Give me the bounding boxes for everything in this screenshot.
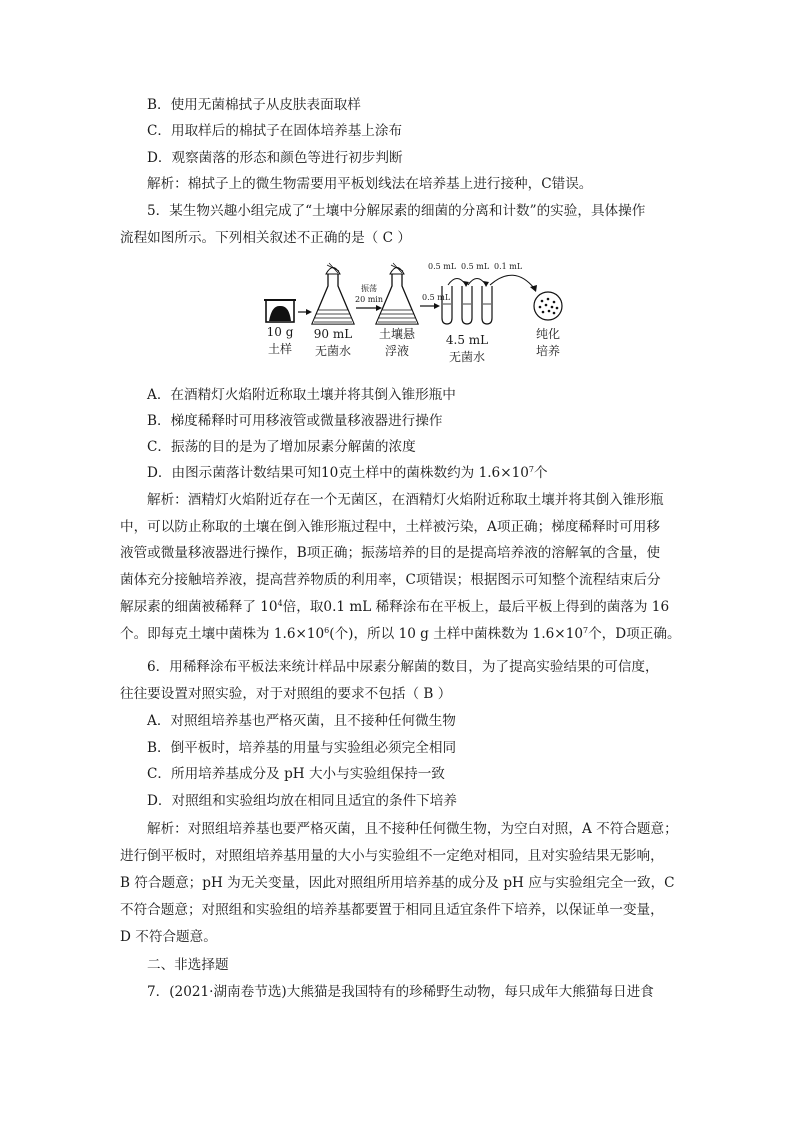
transfer-label-4: 0.1 mL bbox=[494, 262, 523, 271]
flask1-label-name: 无菌水 bbox=[314, 344, 352, 358]
q6-option-a: A．对照组培养基也严格灭菌，且不接种任何微生物 bbox=[147, 713, 456, 729]
transfer-label-3: 0.5 mL bbox=[461, 262, 490, 271]
q5-explanation-line4: 菌体充分接触培养液，提高营养物质的利用率，C项错误；根据图示可知整个流程结束后分 bbox=[120, 572, 661, 588]
arrow-tube-to-plate bbox=[490, 275, 534, 288]
flask1-label-volume: 90 mL bbox=[313, 327, 353, 341]
q6-option-b: B．倒平板时，培养基的用量与实验组必须完全相同 bbox=[147, 740, 457, 756]
q6-explanation-line4: 不符合题意；对照组和实验组的培养基都要置于相同且适宜条件下培养，以保证单一变量， bbox=[120, 902, 664, 918]
plate-label-line1: 纯化 bbox=[535, 327, 561, 341]
q5-explanation-line3: 液管或微量移液器进行操作，B项正确；振荡培养的目的是提高培养液的溶解氧的含量，使 bbox=[120, 545, 661, 561]
soil-sample-icon bbox=[264, 300, 296, 322]
tubes-label-name: 无菌水 bbox=[448, 350, 486, 364]
flask2-label-line1: 土壤悬 bbox=[378, 327, 416, 341]
petri-dish-icon bbox=[534, 292, 562, 320]
q5-explanation-line2: 中，可以防止称取的土壤在倒入锥形瓶过程中，土样被污染，A项正确；梯度稀释时可用移 bbox=[120, 519, 660, 535]
flask-suspension-icon bbox=[376, 263, 418, 324]
q6-explanation-line5: D 不符合题意。 bbox=[120, 929, 217, 945]
q5-explanation-line1: 解析：酒精灯火焰附近存在一个无菌区，在酒精灯火焰附近称取土壤并将其倒入锥形瓶 bbox=[147, 492, 664, 508]
plate-label-line2: 培养 bbox=[535, 344, 561, 358]
experiment-flow-diagram bbox=[252, 258, 592, 370]
q6-explanation-line1: 解析：对照组培养基也要严格灭菌，且不接种任何微生物，为空白对照，A 不符合题意； bbox=[147, 821, 678, 837]
q7-stem-line1: 7．(2021·湖南卷节选)大熊猫是我国特有的珍稀野生动物，每只成年大熊猫每日进食 bbox=[147, 984, 654, 1000]
q6-explanation-line3: B 符合题意；pH 为无关变量，因此对照组所用培养基的成分及 pH 应与实验组完全一致，C bbox=[120, 875, 675, 891]
q5-explanation-line5: 解尿素的细菌被稀释了 $10^4$倍，取0.1 mL 稀释涂布在平板上，最后平板上得到的菌落为 16 bbox=[120, 599, 670, 615]
q5-option-b: B．梯度稀释时可用移液管或微量移液器进行操作 bbox=[147, 413, 443, 429]
soil-label-name: 土样 bbox=[267, 342, 293, 356]
transfer-label-1: 0.5 mL bbox=[422, 293, 451, 302]
q5-option-a: A．在酒精灯火焰附近称取土壤并将其倒入锥形瓶中 bbox=[147, 387, 456, 403]
q5-option-c: C．振荡的目的是为了增加尿素分解菌的浓度 bbox=[147, 439, 416, 455]
q5-explanation-line6: 个。即每克土壤中菌株为 $1.6\times 10^6$(个)，所以 10 g 土样中菌株数为 $1.6\times 10^7$个，D项正确。 bbox=[120, 626, 681, 642]
transfer-label-2: 0.5 mL bbox=[428, 262, 457, 271]
q6-stem-line1: 6．用稀释涂布平板法来统计样品中尿素分解菌的数目，为了提高实验结果的可信度， bbox=[147, 659, 659, 675]
q6-explanation-line2: 进行倒平板时，对照组培养基用量的大小与实验组不一定绝对相同，且对实验结果无影响， bbox=[120, 848, 664, 864]
shake-label: 振荡 bbox=[361, 284, 377, 293]
q5-stem-line2: 流程如图所示。下列相关叙述不正确的是（ C ） bbox=[120, 230, 411, 246]
q6-option-d: D．对照组和实验组均放在相同且适宜的条件下培养 bbox=[147, 793, 457, 809]
q5-option-d: D．由图示菌落计数结果可知10克土样中的菌株数约为 $1.6\times 10^7$个 bbox=[147, 465, 548, 481]
q4-option-b: B．使用无菌棉拭子从皮肤表面取样 bbox=[147, 97, 361, 113]
q6-option-c: C．所用培养基成分及 pH 大小与实验组保持一致 bbox=[147, 766, 445, 782]
section-heading: 二、非选择题 bbox=[147, 957, 229, 973]
tubes-label-volume: 4.5 mL bbox=[445, 333, 489, 347]
soil-label-mass: 10 g bbox=[266, 325, 294, 339]
flask2-label-line2: 浮液 bbox=[384, 344, 410, 358]
q6-stem-line2: 往往要设置对照实验，对于对照组的要求不包括（ B ） bbox=[120, 686, 452, 702]
q5-stem-line1: 5．某生物兴趣小组完成了“土壤中分解尿素的细菌的分离和计数”的实验，具体操作 bbox=[147, 203, 646, 219]
q4-option-c: C．用取样后的棉拭子在固体培养基上涂布 bbox=[147, 123, 403, 139]
shake-time-label: 20 min bbox=[354, 295, 384, 304]
flask-90ml-icon bbox=[312, 263, 354, 324]
q4-option-d: D．观察菌落的形态和颜色等进行初步判断 bbox=[147, 150, 403, 166]
q4-explanation: 解析：棉拭子上的微生物需要用平板划线法在培养基上进行接种，C错误。 bbox=[147, 176, 593, 192]
